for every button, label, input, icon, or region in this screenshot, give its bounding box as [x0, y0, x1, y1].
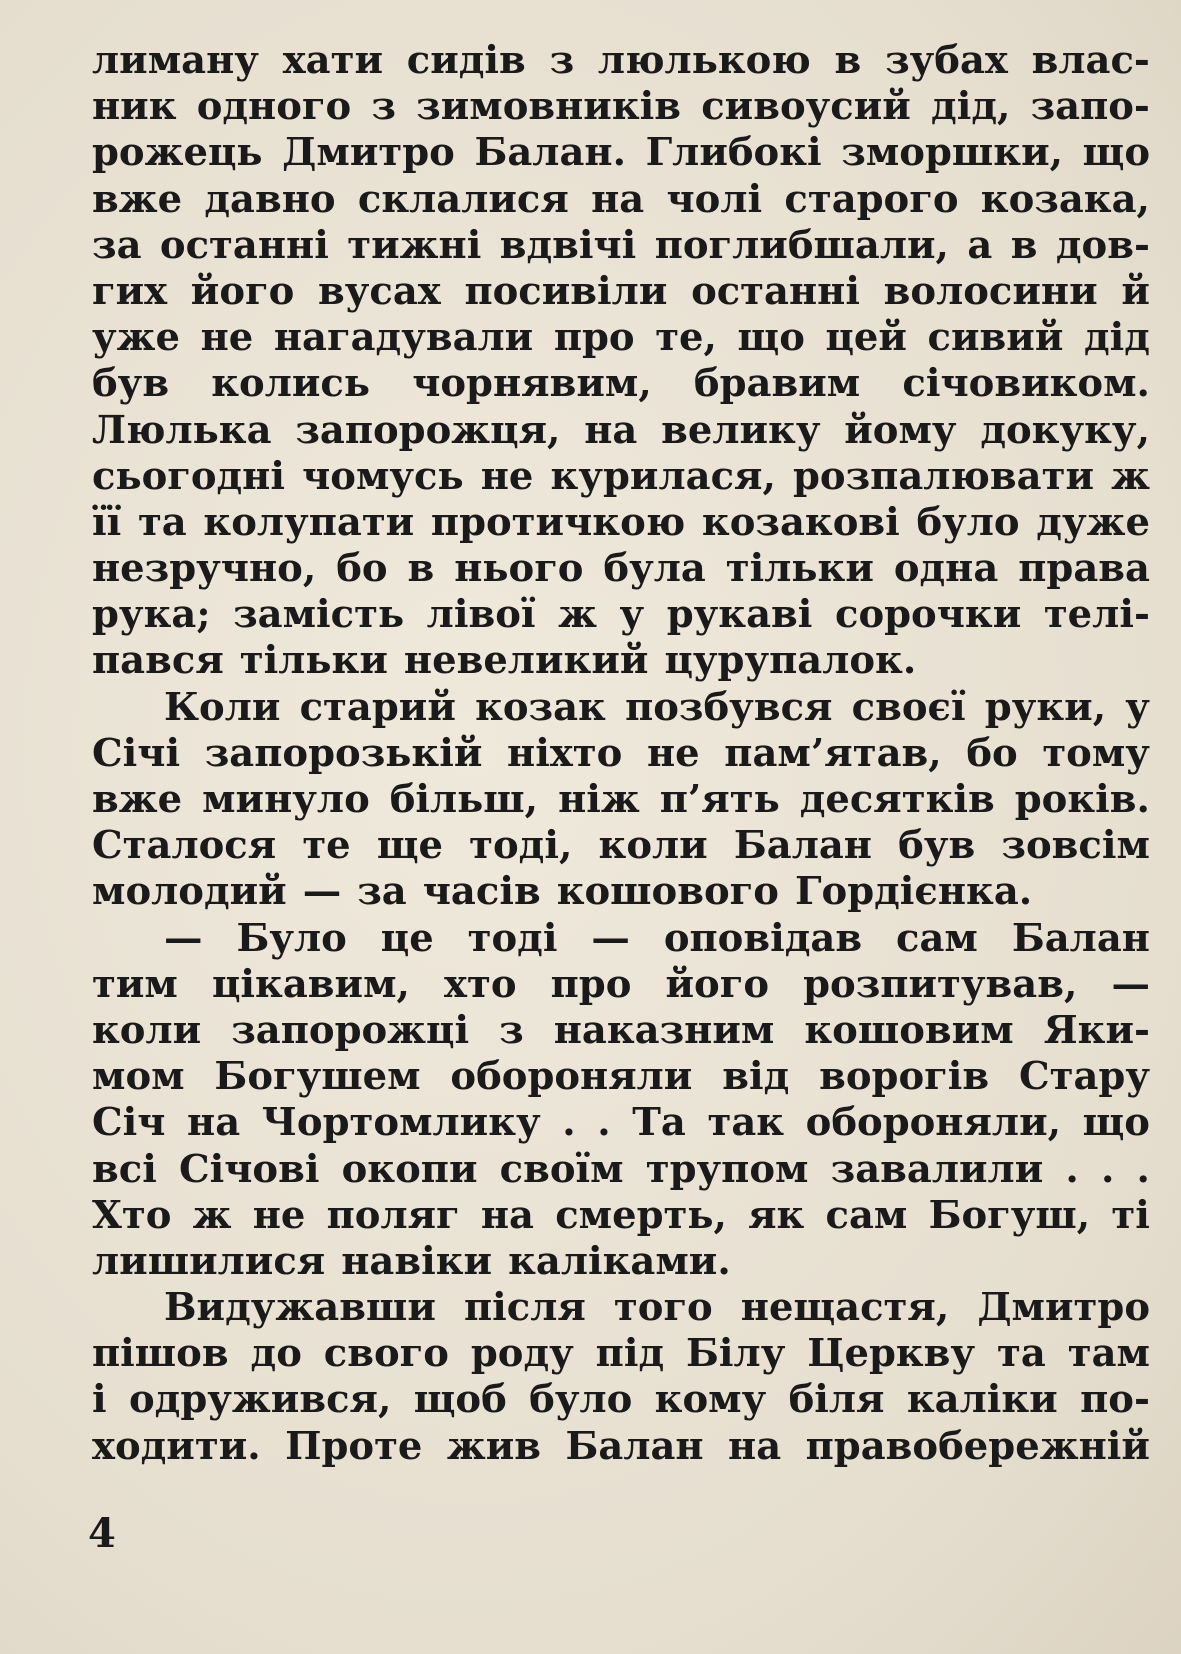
text-line [92, 454, 1150, 500]
text-line [92, 1100, 1150, 1146]
text-line [92, 1331, 1150, 1377]
text-line [92, 269, 1150, 315]
word: сидів [406, 38, 526, 83]
word: десятків [799, 777, 995, 822]
word: про [553, 315, 635, 361]
word: в [407, 546, 435, 592]
word: Глибокі [645, 130, 822, 176]
word: Січові [178, 1146, 320, 1192]
word: Та [632, 1100, 686, 1146]
word: років. [1014, 777, 1150, 822]
word: гих [92, 268, 168, 314]
word: минуло [202, 777, 370, 822]
word: бравим [693, 361, 861, 407]
word: не [646, 730, 700, 776]
word: . [1136, 1146, 1150, 1192]
word: Січ [92, 1100, 166, 1146]
word: Видужавши [164, 1285, 436, 1331]
word: розпалювати [792, 453, 1094, 499]
text-line [92, 638, 1150, 684]
word: та [137, 499, 187, 545]
text-line [92, 1239, 1150, 1285]
word: — [302, 869, 342, 915]
word: був [92, 361, 170, 407]
word: на [480, 1192, 534, 1238]
word: тоді [467, 915, 558, 961]
word: колупати [203, 499, 415, 545]
word: сам [825, 1192, 908, 1238]
word: на [187, 1100, 241, 1146]
word: Балан [733, 823, 872, 869]
word: в [834, 38, 862, 83]
word: хати [282, 38, 383, 83]
word: сивий [927, 315, 1064, 361]
text-line [92, 1147, 1150, 1193]
text-line [92, 1377, 1150, 1423]
word: й [1121, 268, 1150, 314]
word: завалили [830, 1146, 1044, 1192]
word: мом [92, 1054, 185, 1100]
word: від [722, 1054, 790, 1100]
word: ник [92, 84, 177, 130]
word: дід [1083, 315, 1150, 361]
word: докуку, [980, 407, 1150, 453]
page-number: 4 [88, 1510, 116, 1557]
word: обороняли [450, 1054, 693, 1100]
word: нагадували [273, 315, 534, 361]
text-line [92, 84, 1150, 130]
word: оповідав [663, 915, 863, 961]
word: а [967, 222, 993, 268]
word: люлькою [597, 38, 811, 83]
text-line [92, 1054, 1150, 1100]
word: правобережній [805, 1423, 1150, 1469]
word: жив [446, 1423, 542, 1469]
word: — [591, 915, 630, 961]
word: . [1065, 1146, 1079, 1192]
word: одружився, [129, 1377, 392, 1423]
word: п’ять [659, 777, 780, 822]
word: кому [654, 1377, 767, 1423]
text-line [92, 38, 1150, 84]
word: тільки [725, 546, 874, 592]
word: за [92, 222, 142, 268]
word: чорнявим, [412, 361, 652, 407]
word: до [250, 1331, 302, 1377]
word: смерть, [555, 1192, 727, 1238]
word: йому [844, 407, 957, 453]
text-line [92, 1285, 1150, 1331]
word: чолі [666, 176, 763, 222]
word: у [1125, 684, 1150, 730]
word: Церкву [807, 1331, 976, 1377]
word: трупом [645, 1146, 809, 1192]
word: Чортомлику [261, 1100, 541, 1146]
text-line [92, 315, 1150, 361]
word: з [499, 1007, 524, 1053]
word: Проте [285, 1423, 423, 1469]
text-line [92, 592, 1150, 638]
word: свого [323, 1331, 449, 1377]
word: ж [558, 592, 597, 638]
word: тільки [239, 638, 388, 684]
word: окопи [341, 1146, 478, 1192]
word: — [1111, 961, 1150, 1007]
word: . [562, 1100, 576, 1146]
word: права [1018, 546, 1150, 592]
page-text [92, 38, 1150, 1470]
word: те [302, 823, 351, 869]
word: Балан. [474, 130, 626, 176]
word: у [619, 592, 645, 638]
word: в [1010, 222, 1038, 268]
word: Було [236, 915, 347, 961]
word: дуже [1036, 499, 1150, 545]
word: вже [92, 176, 183, 222]
word: поглибшали, [654, 222, 949, 268]
word: на [591, 176, 645, 222]
word: Коли [164, 684, 281, 730]
word: дов- [1055, 222, 1150, 268]
word: Гордієнка. [794, 869, 1033, 915]
word: коли [598, 823, 708, 869]
word: ніхто [507, 730, 623, 776]
word: коли [92, 1007, 202, 1053]
word: позбувся [625, 684, 833, 730]
word: лиману [92, 38, 259, 83]
word: Стару [1018, 1054, 1150, 1100]
word: останні [159, 222, 329, 268]
word: бо [966, 730, 1018, 776]
word: Богуш, [928, 1192, 1091, 1238]
word: і [92, 1377, 107, 1423]
word: ворогів [819, 1054, 990, 1100]
word: рожець [92, 130, 263, 176]
word: бо [336, 546, 388, 592]
word: тим [92, 961, 178, 1007]
word: волосини [883, 268, 1098, 314]
word: нещастя, [740, 1285, 950, 1331]
word: рука; [92, 592, 211, 638]
word: ж [1111, 453, 1150, 499]
word: як [748, 1192, 805, 1238]
word: тому [1042, 730, 1150, 776]
word: пам’ятав, [724, 730, 942, 776]
word: курилася, [550, 453, 776, 499]
word: там [1067, 1331, 1150, 1377]
word: всі [92, 1146, 157, 1192]
word: сивоусий [701, 84, 911, 130]
word: . [1100, 1146, 1115, 1192]
word: що [1082, 1100, 1150, 1146]
word: замість [233, 592, 405, 638]
word: телі- [1043, 592, 1150, 638]
word: був [898, 823, 976, 869]
word: була [603, 546, 706, 592]
text-line [92, 1424, 1150, 1470]
word: невеликий [403, 638, 649, 684]
word: з [371, 84, 396, 130]
word: розпитував, [803, 961, 1078, 1007]
word: його [190, 268, 295, 314]
word: під [595, 1331, 665, 1377]
word: молодий [92, 869, 287, 915]
word: не [252, 1192, 306, 1238]
word: тоді, [469, 823, 573, 869]
text-line [92, 1193, 1150, 1239]
word: дід, [931, 84, 1011, 130]
text-line [92, 823, 1150, 869]
word: навіки [341, 1238, 493, 1284]
word: кошового [556, 869, 779, 915]
word: ті [1111, 1192, 1150, 1238]
word: запорозькій [204, 730, 483, 776]
word: рукаві [666, 592, 813, 638]
word: Сталося [92, 823, 277, 869]
word: тижні [347, 222, 482, 268]
word: сам [896, 915, 978, 961]
text-line [92, 546, 1150, 592]
word: що [737, 315, 805, 361]
word: на [728, 1423, 782, 1469]
word: велику [661, 407, 821, 453]
word: давно [204, 176, 336, 222]
word: часів [422, 869, 541, 915]
word: козакові [701, 499, 900, 545]
text-line [92, 361, 1150, 407]
word: Яки- [1043, 1007, 1150, 1053]
word: Богушем [214, 1054, 421, 1100]
text-line [92, 223, 1150, 269]
word: уже [92, 315, 181, 361]
word: того [613, 1285, 713, 1331]
word: . [597, 1100, 611, 1146]
text-line [92, 731, 1150, 777]
word: вже [92, 777, 183, 822]
text-line [92, 916, 1150, 962]
word: Балан [565, 1423, 704, 1469]
word: чомусь [302, 453, 464, 499]
word: старий [299, 684, 456, 730]
word: козак [475, 684, 606, 730]
word: ніж [558, 777, 640, 822]
word: нього [454, 546, 584, 592]
word: біля [788, 1377, 885, 1423]
word: — [164, 915, 203, 961]
word: щоб [413, 1377, 507, 1423]
text-line [92, 962, 1150, 1008]
word: так [707, 1100, 785, 1146]
word: поляг [326, 1192, 460, 1238]
word: ще [376, 823, 443, 869]
text-line [92, 408, 1150, 454]
word: не [200, 315, 254, 361]
word: за [357, 869, 407, 915]
word: одна [893, 546, 999, 592]
word: цурупалок. [664, 638, 917, 684]
word: козака, [980, 176, 1150, 222]
word: незручно, [92, 546, 317, 592]
word: це [380, 915, 434, 961]
word: цей [825, 315, 907, 361]
word: каліками. [508, 1238, 731, 1284]
text-line [92, 130, 1150, 176]
text-line [92, 500, 1150, 546]
word: влас- [1031, 38, 1150, 83]
word: та [997, 1331, 1046, 1377]
word: про [550, 961, 632, 1007]
word: обороняли, [805, 1100, 1062, 1146]
word: старого [784, 176, 959, 222]
word: після [463, 1285, 586, 1331]
word: було [529, 1377, 633, 1423]
word: лишилися [92, 1238, 326, 1284]
word: вдвічі [499, 222, 637, 268]
word: більш, [389, 777, 539, 822]
word: роду [470, 1331, 574, 1377]
text-line [92, 685, 1150, 731]
word: зовсім [1001, 823, 1150, 869]
word: зимовників [416, 84, 682, 130]
word: кошовим [804, 1007, 1014, 1053]
word: не [480, 453, 534, 499]
word: ж [192, 1192, 232, 1238]
word: запо- [1030, 84, 1150, 130]
word: пався [92, 638, 224, 684]
word: Білу [686, 1331, 786, 1377]
word: посивіли [464, 268, 668, 314]
word: зубах [885, 38, 1008, 83]
word: на [584, 407, 638, 453]
word: одного [196, 84, 352, 130]
text-line [92, 869, 1150, 915]
word: по- [1080, 1377, 1150, 1423]
word: наказним [553, 1007, 775, 1053]
text-line [92, 1008, 1150, 1054]
word: Дмитро [282, 130, 455, 176]
word: січовиком. [902, 361, 1150, 407]
word: Балан [1011, 915, 1150, 961]
word: Хто [92, 1192, 172, 1238]
text-line [92, 777, 1150, 823]
word: своєї [851, 684, 966, 730]
word: цікавим, [211, 961, 410, 1007]
word: хто [444, 961, 517, 1007]
word: його [665, 961, 770, 1007]
word: каліки [906, 1377, 1058, 1423]
word: колись [211, 361, 371, 407]
word: склалися [357, 176, 569, 222]
word: Дмитро [977, 1285, 1150, 1331]
word: запорожці [231, 1007, 470, 1053]
word: те, [655, 315, 717, 361]
word: запорожця, [295, 407, 561, 453]
word: Січі [92, 730, 181, 776]
word: протичкою [430, 499, 686, 545]
word: сорочки [835, 592, 1022, 638]
word: з [549, 38, 575, 83]
word: пішов [92, 1331, 229, 1377]
word: її [92, 499, 122, 545]
word: ходити. [92, 1423, 261, 1469]
word: Люлька [92, 407, 272, 453]
word: зморшки, [841, 130, 1064, 176]
word: лівої [426, 592, 536, 638]
word: вусах [318, 268, 441, 314]
word: руки, [984, 684, 1107, 730]
word: сьогодні [92, 453, 285, 499]
word: останні [691, 268, 860, 314]
word: було [916, 499, 1020, 545]
word: що [1082, 130, 1150, 176]
text-line [92, 177, 1150, 223]
word: своїм [499, 1146, 624, 1192]
